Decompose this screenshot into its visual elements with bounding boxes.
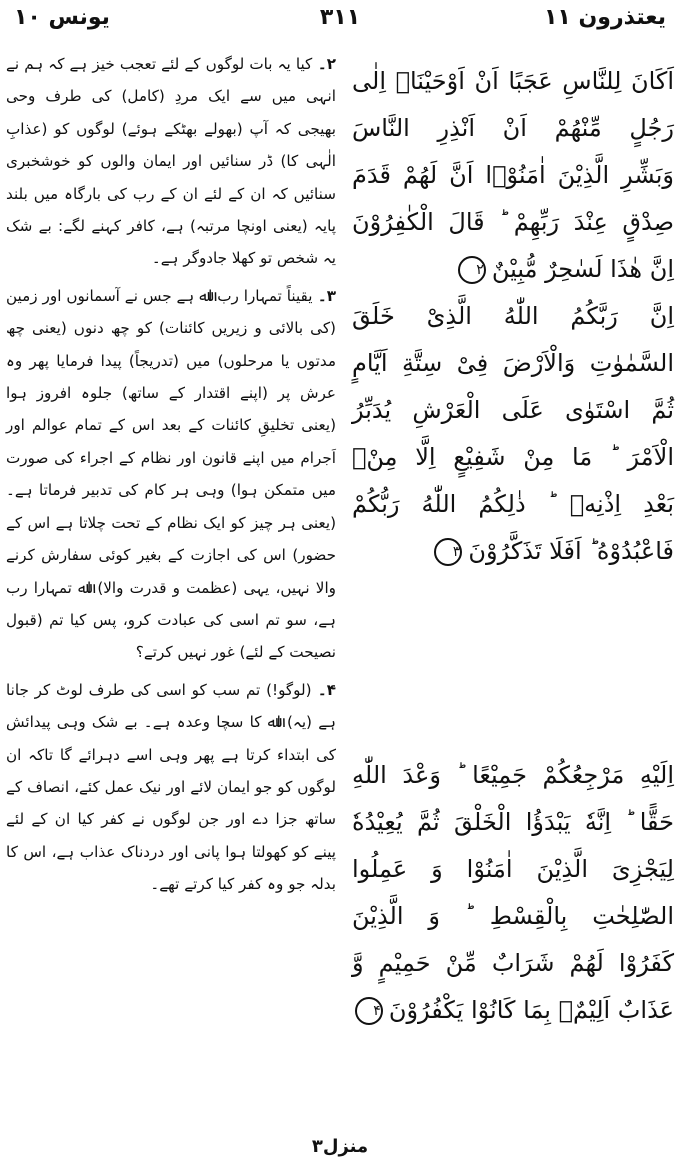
verse-text: (لوگو!) تم سب کو اسی کی طرف لوٹ کر جانا ہے (یہ) اﷲ کا سچا وعدہ ہے۔ بے شک وہی پیدائش کی ابتداء کرتا ہے پھر وہی اسے دہرائے گا تاکہ ان لوگوں کو جو ایمان لائے اور نیک عمل کئے، انصاف کے ساتھ جزا دے اور جن لوگوں نے کفر کیا ان کے لئے پینے کو کھولتا ہوا پانی اور دردناک عذاب ہے، اس کا بدلہ جو وہ کفر کیا کرتے تھے۔ [6, 680, 336, 894]
arabic-line-text: بَعْدِ اِذْنِهٖ ؕ ذٰلِكُمُ اللّٰهُ رَبُّكُمْ [352, 490, 674, 518]
arabic-line-text: الصّٰلِحٰتِ بِالْقِسْطِ ؕ وَ الَّذِيْنَ [352, 902, 674, 930]
arabic-line-text: وَبَشِّرِ الَّذِيْنَ اٰمَنُوْۤا اَنَّ لَهُمْ قَدَمَ [352, 161, 674, 189]
arabic-line [352, 987, 674, 1034]
arabic-line-text: اِلَيْهِ مَرْجِعُكُمْ جَمِيْعًا ؕ وَعْدَ اللّٰهِ [352, 761, 674, 789]
arabic-line-text: اِنَّ رَبَّكُمُ اللّٰهُ الَّذِىْ خَلَقَ [352, 302, 674, 330]
translation-verse [6, 48, 336, 275]
verse-text: یقیناً تمہارا رب اﷲ ہے جس نے آسمانوں اور زمین (کی بالائی و زیریں کائنات) کو چھ دنوں (یعنی چھ مدتوں یا مرحلوں) میں (تدریجاً) پیدا فرمایا پھر وہ عرش پر (اپنے اقتدار کے ساتھ) جلوہ افروز ہوا (یعنی تخلیقِ کائنات کے بعد اس کے تمام عوالم اور اَجرام میں اپنے قانون اور نظام کے اجراء کی صورت میں متمکن ہوا) وہی ہر کام کی تدبیر فرماتا ہے۔ (یعنی ہر چیز کو ایک نظام کے تحت چلاتا ہے اس کے حضور) اس کی اجازت کے بغیر کوئی سفارش کرنے والا نہیں، یہی (عظمت و قدرت والا) اﷲ تمہارا رب ہے، سو تم اسی کی عبادت کرو، پس کیا تم (قبول نصیحت کے لئے) غور نہیں کرتے؟ [6, 286, 336, 662]
arabic-line-text: السَّمٰوٰتِ وَالْاَرْضَ فِىْ سِتَّةِ اَيَّامٍ [352, 349, 674, 377]
arabic-line-text: رَجُلٍ مِّنْهُمْ اَنْ اَنْذِرِ النَّاسَ [352, 114, 674, 142]
arabic-line [352, 481, 674, 528]
verse-separator: ۔ [311, 680, 327, 699]
arabic-line [352, 105, 674, 152]
manzil-footer: منزل۳ [311, 1136, 369, 1157]
arabic-line-text: الْاَمْرَ ؕ مَا مِنْ شَفِيْعٍ اِلَّا مِنْۢ [352, 443, 674, 471]
page-header [0, 0, 680, 40]
arabic-line [352, 246, 674, 293]
arabic-line [352, 799, 674, 846]
urdu-translation-column [6, 48, 336, 901]
arabic-line [352, 58, 674, 105]
arabic-line-text: اَكَانَ لِلنَّاسِ عَجَبًا اَنْ اَوْحَيْنَاۤ اِلٰى [352, 67, 674, 95]
translation-verse [6, 280, 336, 669]
arabic-line-text: حَقًّا ؕ اِنَّهٗ يَبْدَؤُا الْخَلْقَ ثُمَّ يُعِيْدُهٗ [352, 808, 674, 836]
translation-verse [6, 674, 336, 901]
page-number: ۳۱۱ [319, 5, 361, 30]
arabic-line-text: فَاعْبُدُوْهُ ؕ اَفَلَا تَذَكَّرُوْنَ [468, 537, 674, 565]
arabic-text-block-2 [352, 752, 674, 1034]
surah-name: يونس ۱۰ [14, 5, 110, 30]
arabic-line-text: لِيَجْزِىَ الَّذِيْنَ اٰمَنُوْا وَ عَمِلُوا [352, 855, 674, 883]
arabic-line-text: ثُمَّ اسْتَوٰى عَلَى الْعَرْشِ يُدَبِّرُ [352, 396, 674, 424]
arabic-line [352, 528, 674, 575]
arabic-line [352, 293, 674, 340]
ayah-end-marker-icon: ۲ [458, 256, 486, 284]
ayah-end-marker-icon: ۴ [355, 997, 383, 1025]
arabic-line-text: عَذَابٌ اَلِيْمٌۢ بِمَا كَانُوْا يَكْفُرُوْنَ [388, 996, 674, 1024]
verse-text: کیا یہ بات لوگوں کے لئے تعجب خیز ہے کہ ہم نے انہی میں سے ایک مردِ (کامل) کی طرف وحی بھیجی کہ آپ (بھولے بھٹکے ہوئے) لوگوں کو (عذابِ الٰہی کا) ڈر سنائیں اور ایمان والوں کو خوشخبری سنائیں کہ ان کے لئے ان کے رب کی بارگاہ میں بلند پایہ (یعنی اونچا مرتبہ) ہے، کافر کہنے لگے: بے شک یہ شخص تو کھلا جادوگر ہے۔ [6, 55, 336, 268]
arabic-line [352, 340, 674, 387]
verse-separator: ۔ [312, 55, 327, 73]
arabic-line [352, 846, 674, 893]
arabic-line [352, 940, 674, 987]
arabic-text-block-1 [352, 58, 674, 575]
verse-number: ۳ [326, 286, 336, 305]
verse-number: ۲ [326, 55, 337, 73]
arabic-line-text: كَفَرُوْا لَهُمْ شَرَابٌ مِّنْ حَمِيْمٍ وَّ [352, 949, 674, 977]
arabic-line [352, 752, 674, 799]
arabic-line-text: اِنَّ هٰذَا لَسٰحِرٌ مُّبِيْنٌ [491, 255, 674, 283]
arabic-line [352, 199, 674, 246]
verse-number: ۴ [326, 680, 337, 699]
arabic-line-text: صِدْقٍ عِنْدَ رَبِّهِمْ ؕ قَالَ الْكٰفِرُوْنَ [352, 208, 674, 236]
verse-separator: ۔ [312, 286, 327, 305]
ayah-end-marker-icon: ۳ [434, 538, 462, 566]
arabic-line [352, 434, 674, 481]
arabic-line [352, 893, 674, 940]
arabic-line [352, 387, 674, 434]
juz-name: يعتذرون ۱۱ [543, 5, 666, 30]
arabic-line [352, 152, 674, 199]
